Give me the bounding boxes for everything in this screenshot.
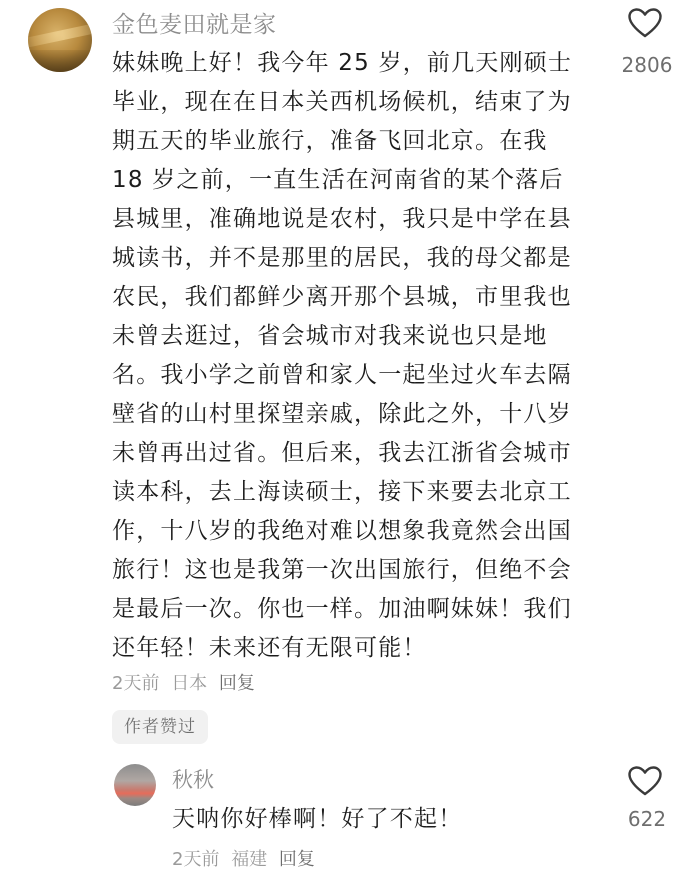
comment-text (112, 44, 592, 668)
comment-text-line: 是最后一次。你也一样。加油啊妹妹！我们 (112, 596, 572, 622)
reply-username[interactable]: 秋秋 (172, 768, 214, 792)
comment-text-line: 作，十八岁的我绝对难以想象我竟然会出国 (112, 518, 572, 544)
comment-text-line: 18 岁之前，一直生活在河南省的某个落后 (112, 167, 564, 193)
comment-text-line: 农民，我们都鲜少离开那个县城，市里我也 (112, 284, 572, 310)
reply-like-count: 622 (627, 807, 667, 831)
heart-outline-icon (628, 8, 662, 38)
comment-text-line: 毕业，现在在日本关西机场候机，结束了为 (112, 89, 572, 115)
reply-meta (172, 846, 321, 874)
comment-text-line: 名。我小学之前曾和家人一起坐过火车去隔 (112, 362, 572, 388)
reply-time: 2天前 (172, 849, 220, 870)
comment-username[interactable]: 金色麦田就是家 (112, 12, 277, 38)
like-button[interactable] (620, 8, 670, 38)
reply-like-button[interactable] (620, 766, 670, 796)
reply-button[interactable]: 回复 (218, 673, 255, 694)
like-count: 2806 (621, 53, 673, 77)
reply-avatar[interactable] (114, 764, 156, 806)
avatar-wheat-highlight (28, 21, 92, 49)
author-liked-badge: 作者赞过 (112, 710, 208, 744)
comment-meta (112, 670, 261, 698)
avatar-wheat-field (28, 50, 92, 72)
comment-text-line: 壁省的山村里探望亲戚，除此之外，十八岁 (112, 401, 572, 427)
comment-text-line: 期五天的毕业旅行，准备飞回北京。在我 (112, 128, 548, 154)
avatar[interactable] (28, 8, 92, 72)
comment-text-line: 县城里，准确地说是农村，我只是中学在县 (112, 206, 572, 232)
heart-outline-icon (628, 766, 662, 796)
comment-text-line: 未曾去逛过，省会城市对我来说也只是地 (112, 323, 548, 349)
comment-text-line: 读本科，去上海读硕士，接下来要去北京工 (112, 479, 572, 505)
reply-text: 天呐你好棒啊！好了不起！ (172, 806, 463, 832)
comment-location: 日本 (171, 673, 208, 694)
reply-location: 福建 (231, 849, 268, 870)
comment-text-line: 旅行！这也是我第一次出国旅行，但绝不会 (112, 557, 572, 583)
comment-text-line: 城读书，并不是那里的居民，我的母父都是 (112, 245, 572, 271)
reply-reply-button[interactable]: 回复 (278, 849, 315, 870)
comment-text-line: 妹妹晚上好！我今年 25 岁，前几天刚硕士 (112, 50, 573, 76)
comment-time: 2天前 (112, 673, 160, 694)
comment-text-line: 未曾再出过省。但后来，我去江浙省会城市 (112, 440, 572, 466)
comment-text-line: 还年轻！未来还有无限可能！ (112, 635, 427, 661)
